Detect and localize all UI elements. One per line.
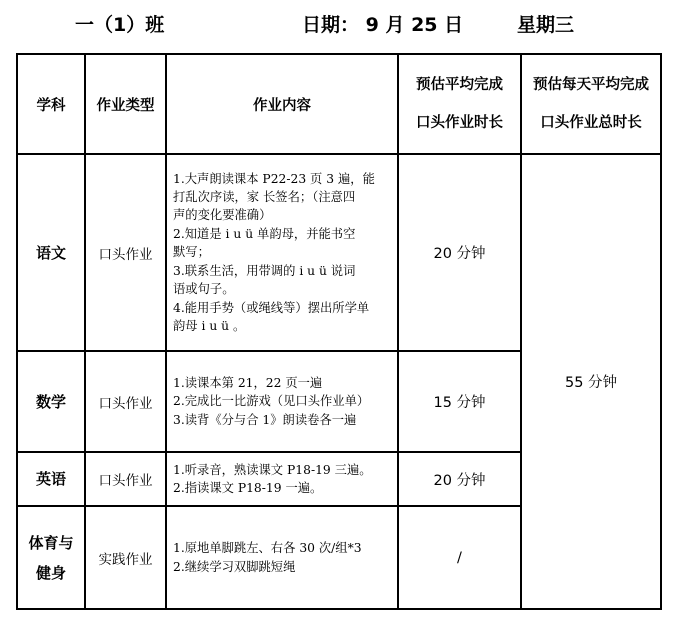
content-line: 2.完成比一比游戏（见口头作业单） xyxy=(173,394,370,409)
subject-math: 数学 xyxy=(17,351,85,452)
content-pe xyxy=(166,506,398,609)
subject-pe xyxy=(17,506,85,609)
content-line: 默写； xyxy=(173,245,210,260)
content-line: 声的变化要准确） xyxy=(173,208,272,223)
type-english: 口头作业 xyxy=(85,452,166,506)
header-avg-time-line2: 口头作业时长 xyxy=(416,115,503,131)
subject-english: 英语 xyxy=(17,452,85,506)
content-line: 3.读背《分与合 1》朗读卷各一遍 xyxy=(173,412,357,427)
content-math xyxy=(166,351,398,452)
class-name: 一（1）班 xyxy=(75,14,165,36)
time-pe: / xyxy=(398,506,521,609)
content-english xyxy=(166,452,398,506)
total-time: 55 分钟 xyxy=(521,154,661,609)
date-label: 日期： 9 月 25 日 xyxy=(302,14,464,36)
subject-chinese: 语文 xyxy=(17,154,85,351)
content-line: 1.原地单脚跳左、右各 30 次/组*3 xyxy=(173,541,362,556)
header-type: 作业类型 xyxy=(85,54,166,154)
header-content: 作业内容 xyxy=(166,54,398,154)
content-line: 打乱次序读，家 长签名；（注意四 xyxy=(173,190,356,205)
content-line: 语或句子。 xyxy=(173,282,235,297)
time-math: 15 分钟 xyxy=(398,351,521,452)
header-avg-time xyxy=(398,54,521,154)
time-english: 20 分钟 xyxy=(398,452,521,506)
table-row xyxy=(17,154,661,351)
subject-pe-line2: 健身 xyxy=(35,563,66,582)
weekday-label: 星期三 xyxy=(517,14,575,36)
type-math: 口头作业 xyxy=(85,351,166,452)
content-line: 韵母 i u ü 。 xyxy=(173,318,246,333)
content-line: 2.知道是 i u ü 单韵母，并能书空 xyxy=(173,226,356,241)
content-line: 2.继续学习双脚跳短绳 xyxy=(173,559,296,574)
type-pe: 实践作业 xyxy=(85,506,166,609)
subject-pe-line1: 体育与 xyxy=(28,533,74,552)
content-chinese xyxy=(166,154,398,351)
content-line: 1.听录音，熟读课文 P18-19 三遍。 xyxy=(173,462,372,477)
header-total-time xyxy=(521,54,661,154)
content-line: 1.读课本第 21，22 页一遍 xyxy=(173,375,323,390)
content-line: 2.指读课文 P18-19 一遍。 xyxy=(173,481,323,495)
content-line: 3.联系生活，用带调的 i u ü 说词 xyxy=(173,263,356,278)
header-subject: 学科 xyxy=(17,54,85,154)
type-chinese: 口头作业 xyxy=(85,154,166,351)
time-chinese: 20 分钟 xyxy=(398,154,521,351)
homework-table xyxy=(16,53,662,610)
content-line: 4.能用手势（或绳线等）摆出所学单 xyxy=(173,300,370,315)
header-total-time-line2: 口头作业总时长 xyxy=(540,115,642,131)
content-line: 1.大声朗读课本 P22-23 页 3 遍，能 xyxy=(173,171,375,186)
header-total-time-line1: 预估每天平均完成 xyxy=(533,77,649,93)
header-avg-time-line1: 预估平均完成 xyxy=(416,77,503,93)
header-row xyxy=(17,54,661,154)
